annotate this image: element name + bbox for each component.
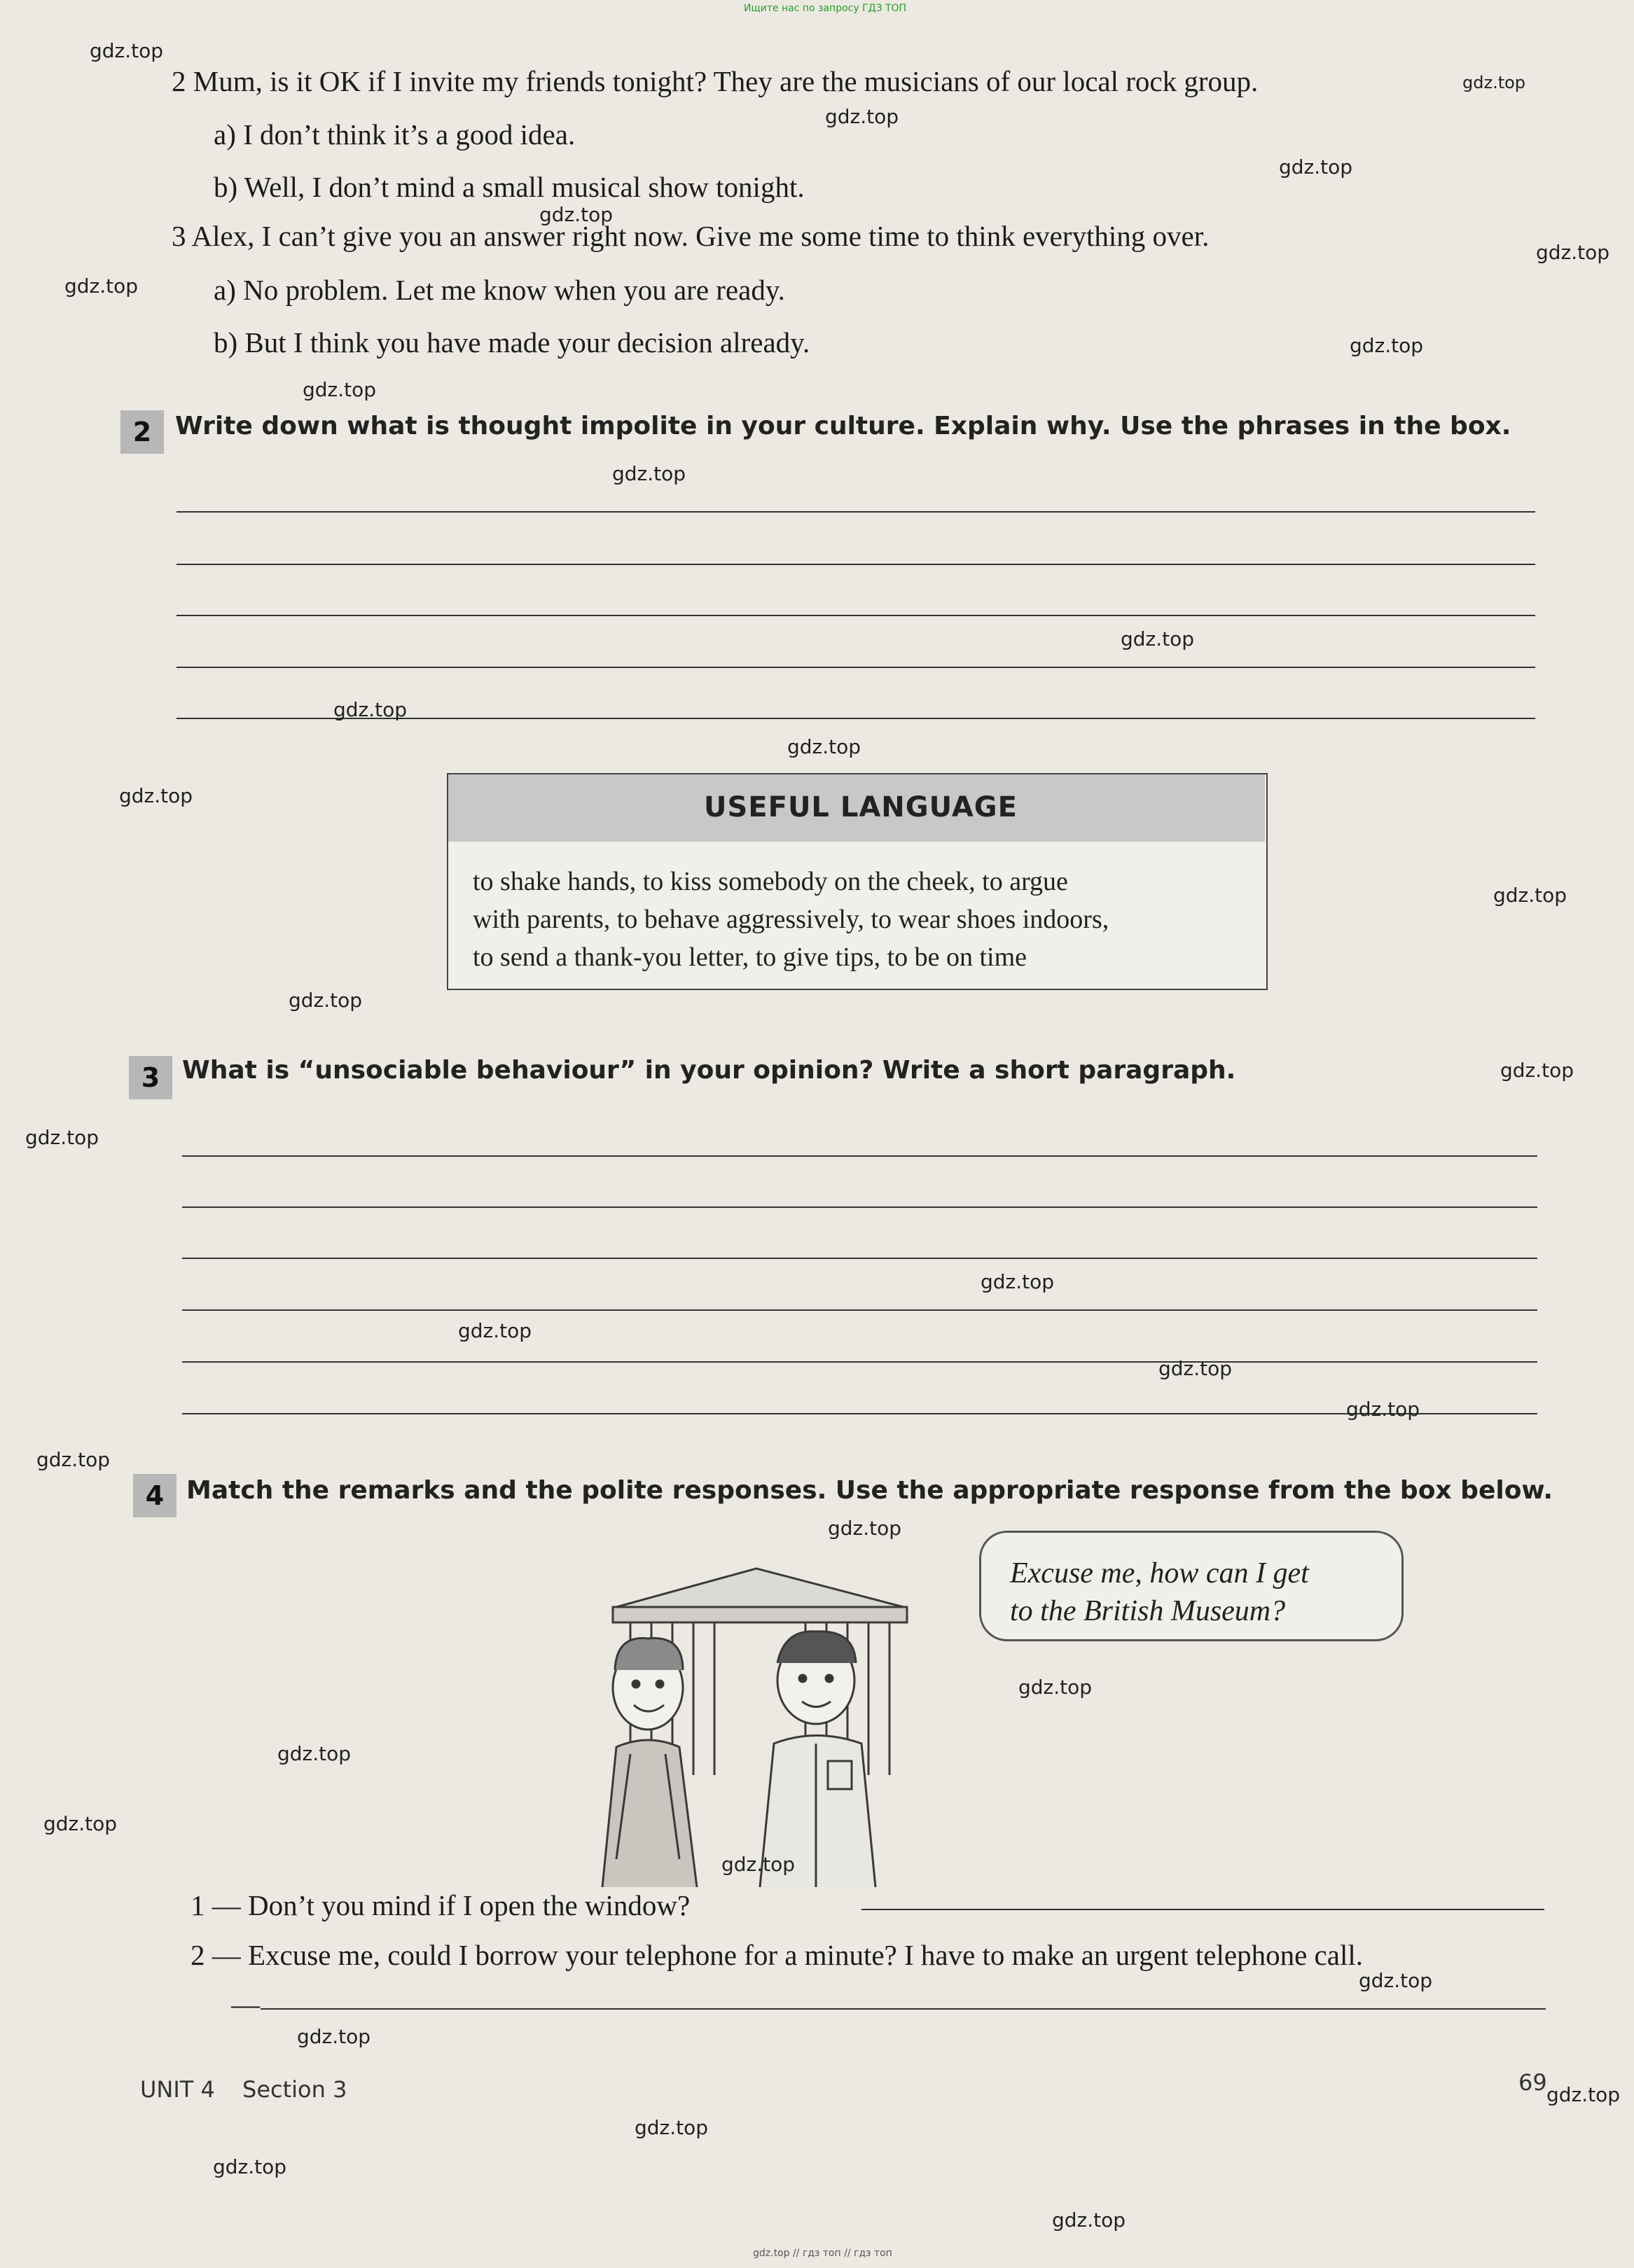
watermark: gdz.top <box>1346 1398 1420 1421</box>
speech-bubble-line-1: Excuse me, how can I get <box>1010 1557 1309 1589</box>
exercise-4-number: 4 <box>133 1474 176 1517</box>
watermark: gdz.top <box>721 1853 796 1876</box>
watermark: gdz.top <box>825 105 899 128</box>
ex1-question-2: 2 Mum, is it OK if I invite my friends tonight? They are the musicians of our local rock group. <box>172 65 1259 97</box>
ex4-item-2: 2 — Excuse me, could I borrow your telephone for a minute? I have to make an urgent telephone call. <box>191 1939 1363 1971</box>
answer-line[interactable] <box>176 667 1535 668</box>
watermark: gdz.top <box>213 2155 287 2178</box>
exercise-3-heading: What is “unsociable behaviour” in your opinion? Write a short paragraph. <box>182 1056 1236 1085</box>
answer-line[interactable] <box>182 1309 1537 1311</box>
watermark: gdz.top <box>1052 2208 1126 2232</box>
watermark: gdz.top <box>787 735 861 758</box>
page-number: 69 <box>1518 2069 1547 2096</box>
ex1-q3-option-a: a) No problem. Let me know when you are ready. <box>214 274 785 306</box>
answer-line[interactable] <box>182 1361 1537 1363</box>
watermark: gdz.top <box>1018 1676 1093 1699</box>
watermark: gdz.top <box>64 274 139 298</box>
watermark: gdz.top <box>303 378 377 401</box>
exercise-2-heading: Write down what is thought impolite in your culture. Explain why. Use the phrases in the box. <box>175 412 1511 440</box>
useful-language-line-1: to shake hands, to kiss somebody on the cheek, to argue <box>473 867 1068 896</box>
answer-line[interactable] <box>182 1206 1537 1208</box>
ex4-item-1: 1 — Don’t you mind if I open the window? <box>191 1889 691 1921</box>
answer-line[interactable] <box>176 511 1535 513</box>
watermark: gdz.top <box>1158 1357 1233 1380</box>
watermark: gdz.top <box>43 1812 118 1835</box>
watermark: gdz.top <box>1462 73 1526 92</box>
watermark-bottom-link[interactable]: gdz.top // гдз топ // гдз топ <box>753 2248 892 2259</box>
museum-boys-illustration <box>574 1565 939 1894</box>
speech-bubble-line-2: to the British Museum? <box>1010 1595 1286 1627</box>
watermark: gdz.top <box>458 1319 532 1342</box>
watermark: gdz.top <box>1546 2083 1621 2106</box>
answer-line[interactable] <box>182 1155 1537 1157</box>
exercise-4-heading: Match the remarks and the polite responses. Use the appropriate response from the box below. <box>186 1476 1553 1505</box>
footer-section: Section 3 <box>242 2076 347 2103</box>
watermark: gdz.top <box>1500 1059 1574 1082</box>
watermark: gdz.top <box>277 1742 352 1765</box>
watermark: gdz.top <box>25 1126 99 1149</box>
answer-line[interactable] <box>861 1909 1544 1910</box>
watermark: gdz.top <box>1493 884 1567 907</box>
watermark: gdz.top <box>36 1448 111 1471</box>
watermark: gdz.top <box>635 2116 709 2139</box>
ex1-q3-option-b: b) But I think you have made your decision already. <box>214 326 810 359</box>
ex1-q2-option-b: b) Well, I don’t mind a small musical show tonight. <box>214 171 805 203</box>
answer-line[interactable] <box>176 615 1535 616</box>
watermark: gdz.top <box>1350 334 1424 357</box>
watermark: gdz.top <box>297 2025 371 2048</box>
watermark: gdz.top <box>828 1517 902 1540</box>
watermark: gdz.top <box>119 784 193 807</box>
answer-line[interactable] <box>261 2008 1546 2010</box>
exercise-2-number: 2 <box>120 410 164 454</box>
watermark: gdz.top <box>1359 1969 1433 1992</box>
watermark: gdz.top <box>981 1270 1055 1293</box>
watermark: gdz.top <box>333 698 408 721</box>
answer-line[interactable] <box>182 1258 1537 1259</box>
watermark-top-link[interactable]: Ищите нас по запросу ГДЗ ТОП <box>744 3 907 14</box>
watermark: gdz.top <box>1279 155 1353 179</box>
footer-unit: UNIT 4 <box>140 2076 215 2103</box>
useful-language-line-2: with parents, to behave aggressively, to wear shoes indoors, <box>473 905 1109 934</box>
watermark: gdz.top <box>90 39 164 62</box>
ex1-q2-option-a: a) I don’t think it’s a good idea. <box>214 118 576 151</box>
watermark: gdz.top <box>1536 241 1610 264</box>
watermark: gdz.top <box>289 989 363 1012</box>
useful-language-line-3: to send a thank-you letter, to give tips, to be on time <box>473 942 1027 972</box>
watermark: gdz.top <box>1121 627 1195 651</box>
exercise-3-number: 3 <box>129 1056 172 1099</box>
useful-language-title: USEFUL LANGUAGE <box>704 791 1018 823</box>
watermark: gdz.top <box>612 462 686 485</box>
answer-line[interactable] <box>182 1413 1537 1414</box>
ex4-item-2-response-dash: — <box>231 1988 260 2020</box>
ex1-question-3: 3 Alex, I can’t give you an answer right now. Give me some time to think everything over. <box>172 220 1210 252</box>
answer-line[interactable] <box>176 564 1535 565</box>
watermark: gdz.top <box>539 203 614 226</box>
